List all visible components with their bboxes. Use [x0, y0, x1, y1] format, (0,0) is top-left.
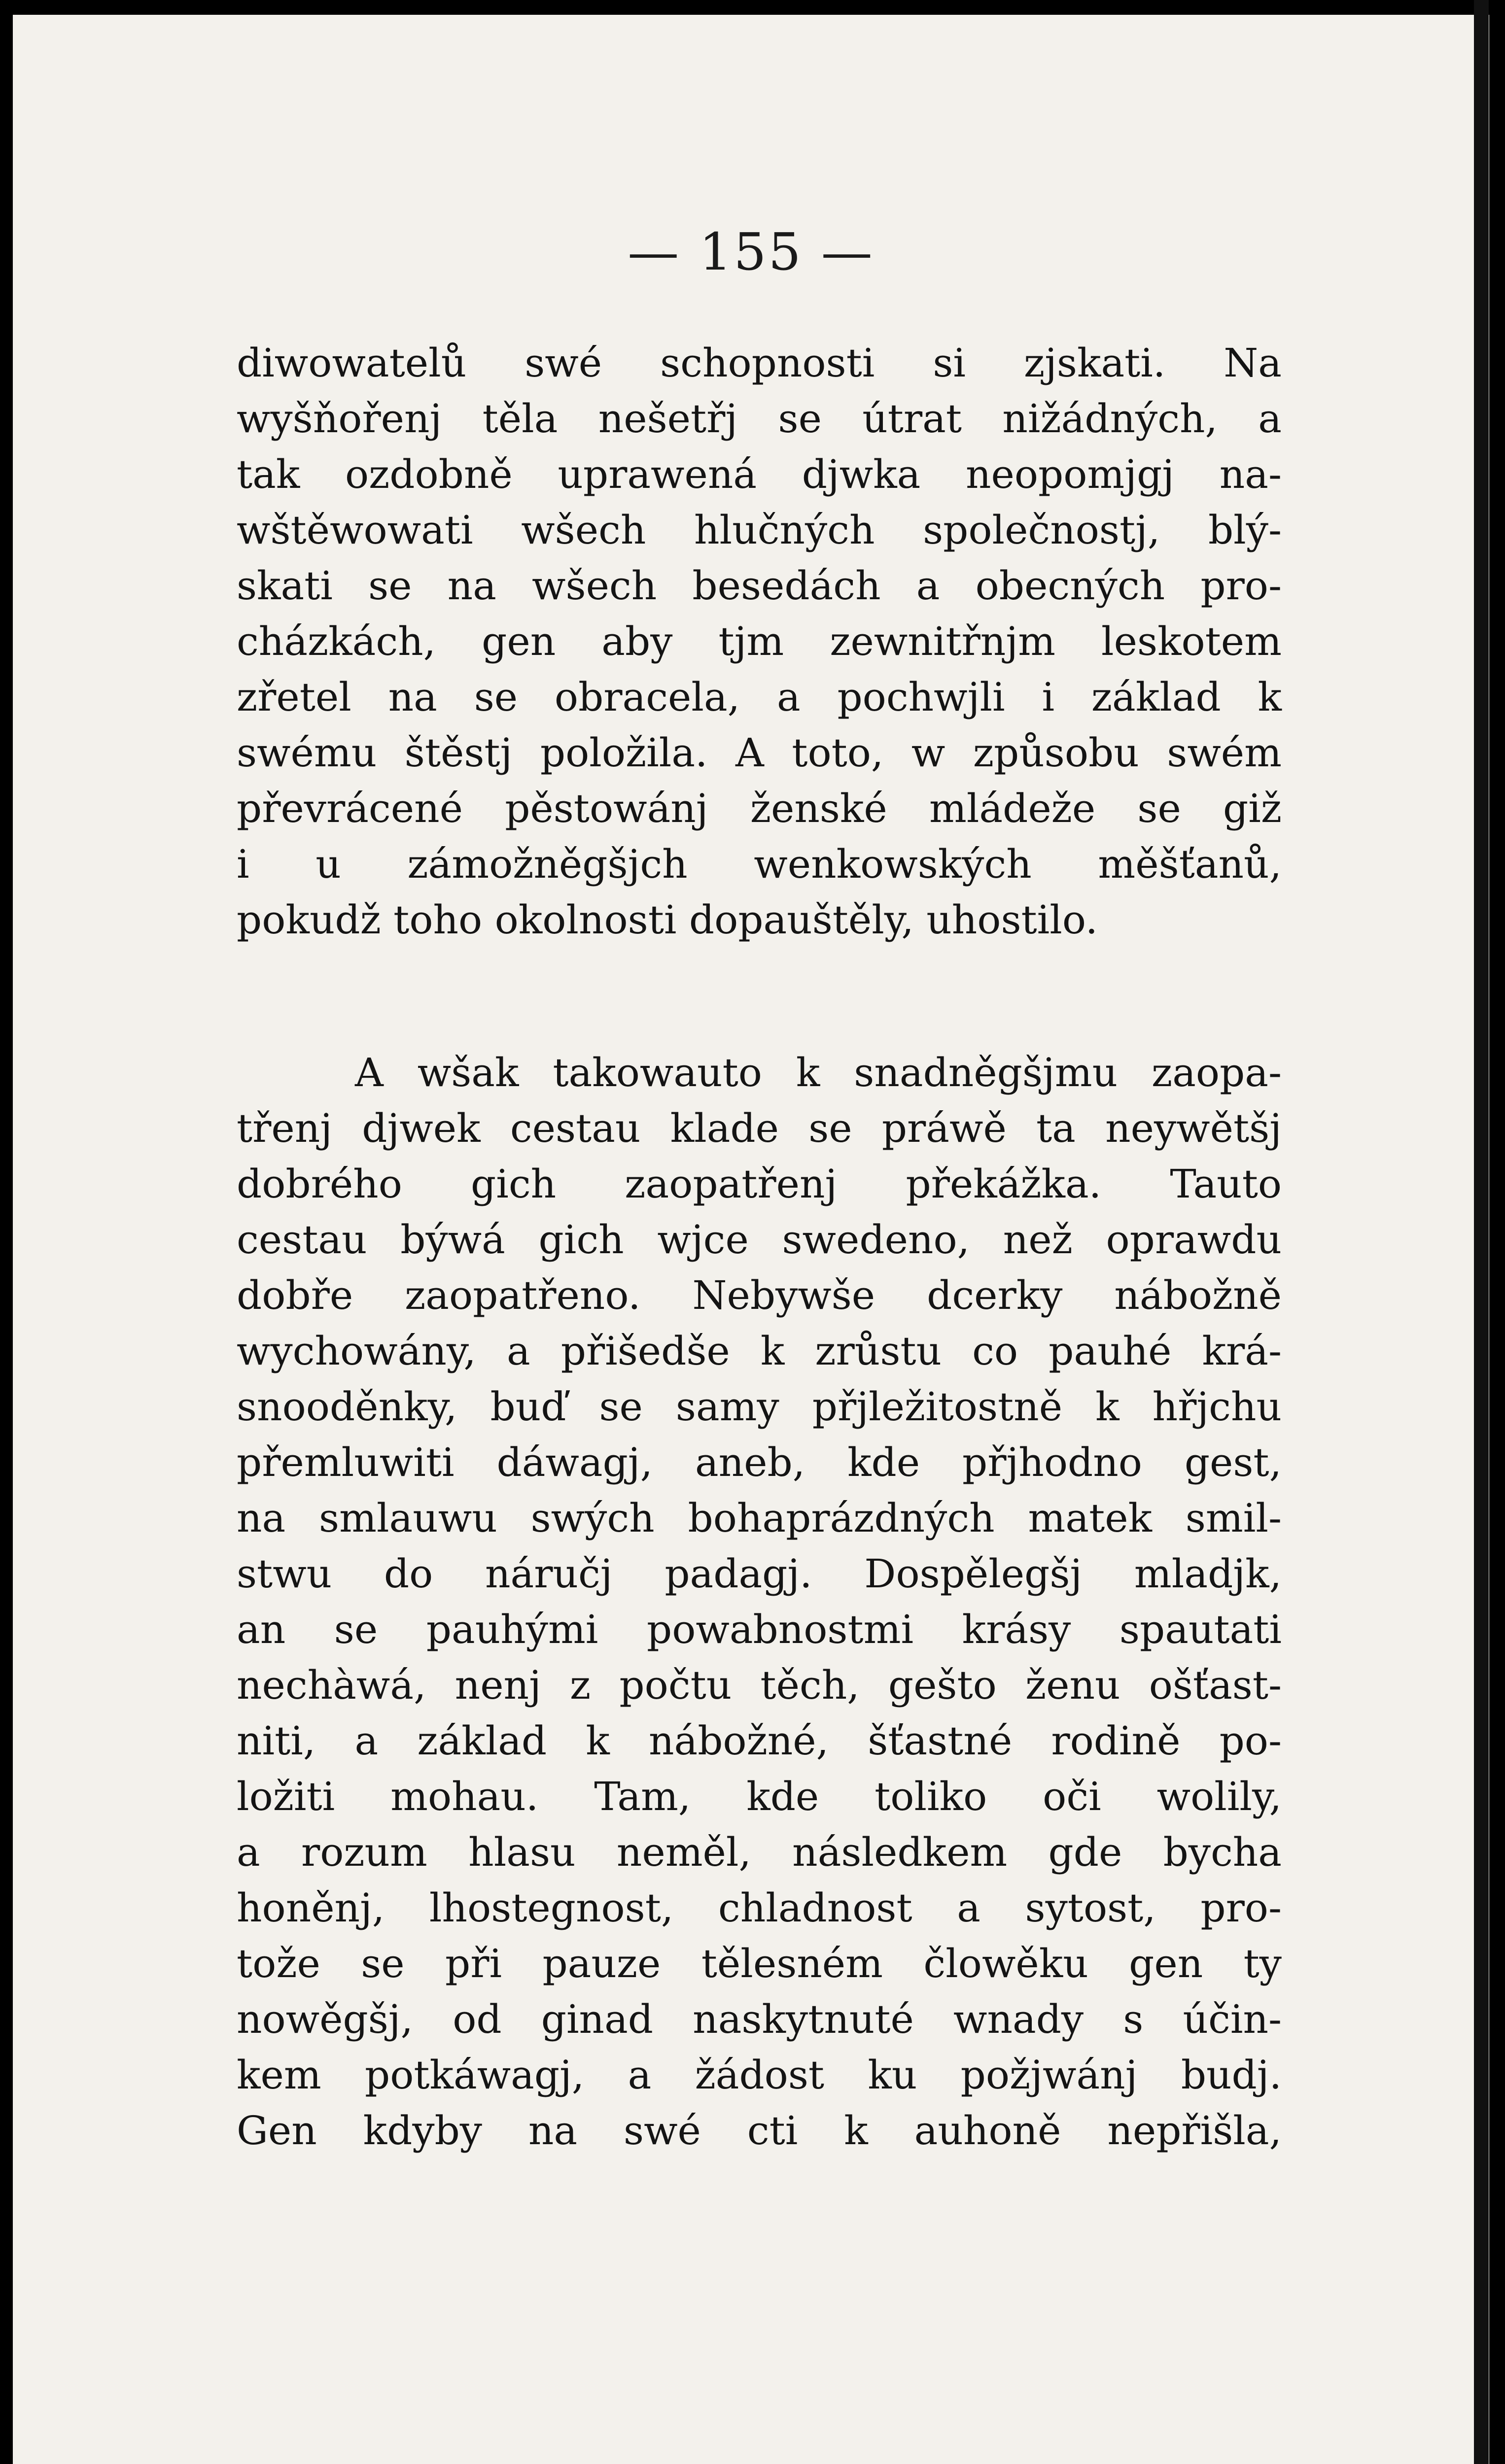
page-number: — 155 — [628, 222, 875, 282]
text-line: cestau býwá gich wjce swedeno, než oprawdu [237, 1217, 1282, 1263]
text-line: a rozum hlasu neměl, následkem gde bycha [237, 1829, 1282, 1875]
text-line: wychowány, a přišedše k zrůstu co pauhé krá- [237, 1328, 1282, 1374]
text-line: nechàwá, nenj z počtu těch, gešto ženu ošťast- [237, 1662, 1282, 1708]
text-line: třenj djwek cestau klade se práwě ta neywětšj [237, 1105, 1282, 1151]
text-line: převrácené pěstowánj ženské mládeže se giž [237, 786, 1282, 831]
text-line: ložiti mohau. Tam, kde toliko oči wolily, [237, 1774, 1282, 1819]
text-line: kem potkáwagj, a žádost ku požjwánj budj. [237, 2052, 1282, 2098]
text-line: pokudž toho okolnosti dopauštěly, uhostilo. [237, 897, 1098, 943]
text-line: i u zámožněgšjch wenkowských měšťanů, [237, 841, 1282, 887]
paragraph-2 [237, 1045, 1282, 2158]
text-line: tak ozdobně uprawená djwka neopomjgj na- [237, 451, 1282, 497]
text-line: dobře zaopatřeno. Nebywše dcerky nábožně [237, 1272, 1282, 1318]
text-line: snooděnky, buď se samy přjležitostně k hřjchu [237, 1384, 1282, 1430]
text-line: stwu do náručj padagj. Dospělegšj mladjk, [237, 1551, 1282, 1597]
text-line: skati se na wšech besedách a obecných pro- [237, 563, 1282, 609]
text-line: Gen kdyby na swé cti k auhoně nepřišla, [237, 2108, 1282, 2154]
text-line: wštěwowati wšech hlučných společnostj, blý- [237, 507, 1282, 553]
text-line: nowěgšj, od ginad naskytnuté wnady s účin- [237, 1996, 1282, 2042]
text-line: přemluwiti dáwagj, aneb, kde přjhodno gest, [237, 1439, 1282, 1485]
book-page [13, 15, 1489, 2464]
text-line: dobrého gich zaopatřenj překážka. Tauto [237, 1161, 1282, 1207]
text-line: honěnj, lhostegnost, chladnost a sytost, pro- [237, 1885, 1282, 1931]
text-line: swému štěstj položila. A toto, w způsobu swém [237, 730, 1282, 776]
text-line: tože se při pauze tělesném člowěku gen ty [237, 1941, 1282, 1986]
paragraph-1 [237, 335, 1282, 948]
text-line: an se pauhými powabnostmi krásy spautati [237, 1607, 1282, 1652]
text-line: A wšak takowauto k snadněgšjmu zaopa- [355, 1050, 1282, 1095]
text-line: zřetel na se obracela, a pochwjli i základ k [237, 674, 1282, 720]
text-line: niti, a základ k nábožné, šťastné rodině po- [237, 1718, 1282, 1764]
text-line: wyšňořenj těla nešetřj se útrat nižádných, a [237, 396, 1282, 442]
text-line: diwowatelů swé schopnosti si zjskati. Na [237, 340, 1282, 386]
text-line: cházkách, gen aby tjm zewnitřnjm leskotem [237, 618, 1282, 664]
scan-border [1474, 0, 1489, 2464]
text-line: na smlauwu swých bohaprázdných matek smil- [237, 1495, 1282, 1541]
